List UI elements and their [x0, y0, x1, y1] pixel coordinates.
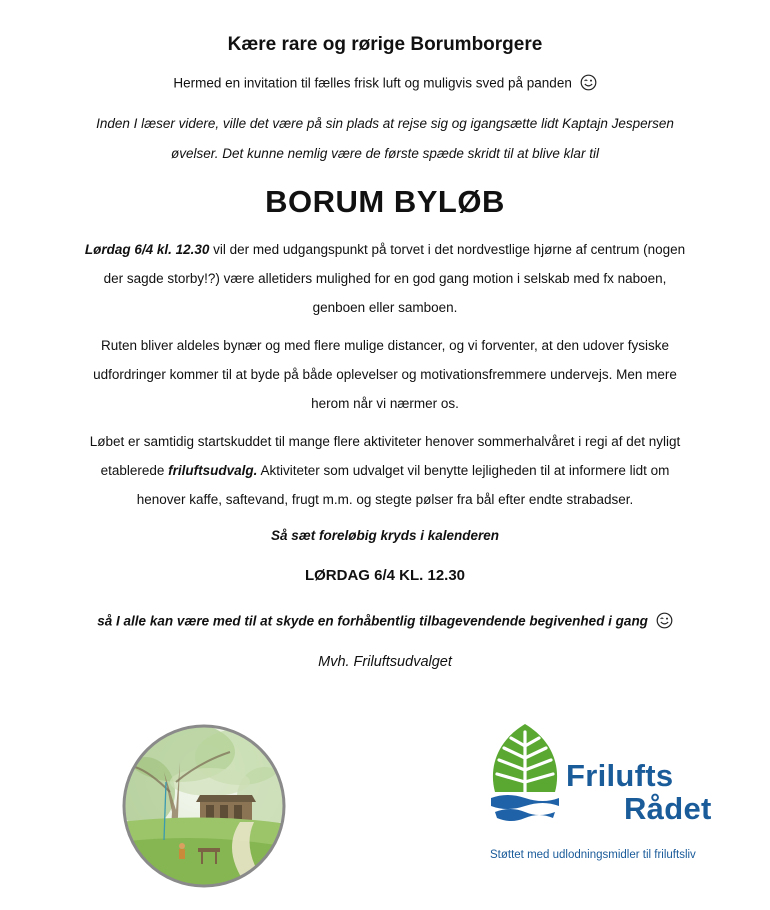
event-title: BORUM BYLØB	[265, 184, 505, 219]
wink-smiley-icon	[580, 74, 597, 94]
event-date-emphasis: Lørdag 6/4 kl. 12.30	[84, 242, 210, 257]
closing-text: så I alle kan være med til at skyde en forhåbentlig tilbagevendende begivenhed i gang	[97, 613, 648, 629]
paragraph-when-where	[80, 235, 690, 322]
paragraph-activities	[80, 427, 690, 514]
logo-wordmark-line-2: Rådet	[624, 791, 712, 826]
paragraph-3-text-c: Aktiviteter som udvalget vil benytte lejligheden til at informere lidt om henover kaffe, saftevand, frugt m.m. og stegte pølser fra bål efter endte strabadser.	[136, 463, 670, 507]
paragraph-1-text: vil der med udgangspunkt på torvet i det nordvestlige hjørne af centrum (nogen der sagde storby!?) være alletiders mulighed for en god gang motion i selskab med fx naboen, genboen eller samboen.	[103, 242, 686, 315]
logo-wordmark-line-1: Frilufts	[566, 758, 674, 793]
intro-line	[0, 74, 770, 94]
paragraph-route: Ruten bliver aldeles bynær og med flere mulige distancer, og vi forventer, at den udover fysiske udfordringer kommer til at byde på både oplevelser og motivationsfremmere undervejs. Men mere herom når vi nærmer os.	[93, 338, 677, 411]
preface-line-2: øvelser. Det kunne nemlig være de første spæde skridt til at blive klar til	[171, 146, 599, 161]
park-illustration	[120, 722, 288, 895]
letter-title: Kære rare og rørige Borumborgere	[227, 34, 543, 55]
paragraph-3-text-a: Løbet er samtidig startskuddet til mange flere aktiviteter henover sommerhalvåret i regi af det nyligt etablerede	[89, 434, 681, 478]
wink-smiley-icon	[656, 612, 673, 632]
calendar-note: Så sæt foreløbig kryds i kalenderen	[270, 528, 500, 543]
signature: Mvh. Friluftsudvalget	[318, 654, 452, 670]
date-line: LØRDAG 6/4 KL. 12.30	[304, 567, 466, 584]
closing-line	[0, 612, 770, 632]
intro-text: Hermed en invitation til fælles frisk luft og muligvis sved på panden	[173, 75, 572, 91]
preface-line-1: Inden I læser videre, ville det være på sin plads at rejse sig og igangsætte lidt Kaptajn Jespersen	[96, 116, 674, 131]
friluftsraadet-logo-icon	[487, 722, 563, 827]
support-text: Støttet med udlodningsmidler til friluftsliv	[490, 849, 696, 861]
friluftsudvalg-emphasis: friluftsudvalg.	[168, 463, 258, 478]
